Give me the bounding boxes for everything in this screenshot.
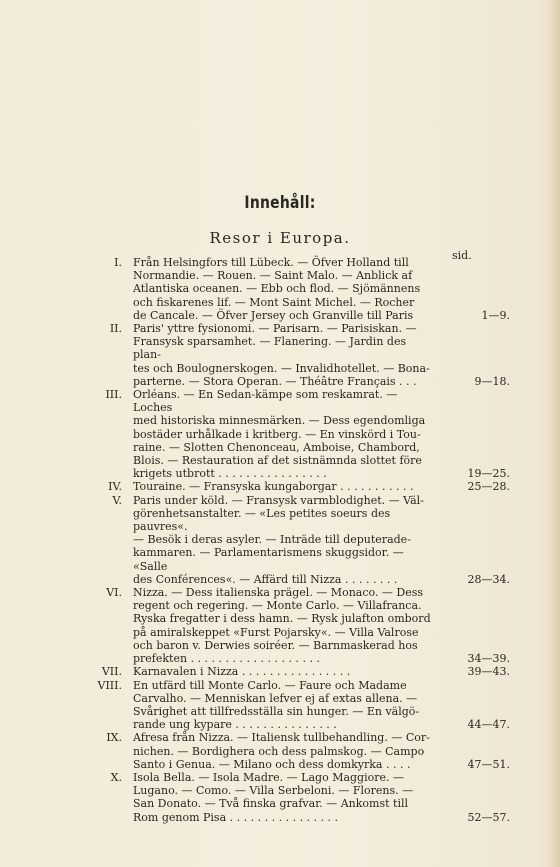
toc-entry-text: Paris under köld. — Fransysk varmblodighet. — Väl- görenhetsanstalter. — «Les petites soeurs des pauvres«. — Besök i deras asyler. — Inträde till deputerade- kammaren. — Parlamentarismens skuggsidor. — «Salle des Conférences«. — Affärd till Nizza . . . . . . . . [133,493,424,586]
toc-entry-number: VII. [101,665,122,679]
toc-entry-text: Afresa från Nizza. — Italiensk tullbehandling. — Cor- nichen. — Bordighera och dess palmskog. — Campo Santo i Genua. — Milano och dess domkyrka . . . . [133,731,430,771]
toc-entry-number: X. [110,770,122,784]
toc-entry-text: Isola Bella. — Isola Madre. — Lago Maggiore. — Lugano. — Como. — Villa Serbeloni. — Florens. — San Donato. — Två finska grafvar. — Ankomst till Rom genom Pisa . . . . . . . . . . . . . . . . [133,770,414,824]
toc-entry-number: V. [112,493,122,507]
section-title: Resor i Europa. [209,229,351,247]
toc-entry [70,388,510,480]
toc-entry [70,480,510,493]
toc-heading: Innehåll: [244,193,316,213]
toc-entry [70,771,510,824]
toc-entry-pages: 39—43. [467,665,510,679]
toc-entry-number: IX. [106,731,122,745]
toc-entry-number: IV. [108,480,122,494]
toc-entry-pages: 34—39. [467,652,510,666]
toc-entry-pages: 25—28. [467,480,510,494]
toc-entry [70,322,510,388]
toc-entry [70,256,510,322]
toc-entry-number: II. [109,322,122,336]
toc-entry-text: Paris' yttre fysionomi. — Parisarn. — Parisiskan. — Fransysk sparsamhet. — Flanering. — Jardin des plan- tes och Boulognerskogen. — Invalidhotellet. — Bona- parterne. — Stora Operan. — Théâtre Français . . . [133,322,430,388]
page-column-label: sid. [452,249,472,262]
toc-entry-text: Orléans. — En Sedan-kämpe som reskamrat. — Loches med historiska minnesmärken. — Dess egendomliga bostäder urhålkade i kritberg. — En vinskörd i Tou- raine. — Slotten Chenonceau, Amboise, Chambord, Blois. — Restauration af det sistnämnda slottet före krigets utbrott . . . . . . . . . . . . . . . . [133,388,426,481]
toc-entry-text: Nizza. — Dess italienska prägel. — Monaco. — Dess regent och regering. — Monte Carlo. — Villafranca. Ryska fregatter i dess hamn. — Rysk julafton ombord på amiralskeppet «Furst Pojarsky«. — Villa Valrose och baron v. Derwies soiréer. — Barnmaskerad hos prefekten . . . . . . . . . . . . . . . . . . . [133,586,431,666]
toc-entry-number: III. [105,388,122,402]
toc-entry-pages: 44—47. [467,718,510,732]
toc-entry-number: VIII. [97,678,122,692]
toc-entry [70,731,510,771]
toc-entry-pages: 47—51. [467,757,510,771]
toc-entry-pages: 52—57. [467,810,510,824]
toc-entry-number: I. [114,256,122,269]
toc-entry [70,665,510,678]
toc-entry-number: VI. [106,586,122,600]
toc-entry [70,494,510,586]
toc-entry-pages: 1—9. [481,308,510,322]
page-edge [550,0,560,867]
toc-entry-text: Touraine. — Fransyska kungaborgar . . . . . . . . . . . [133,480,414,494]
toc-entry-pages: 19—25. [467,467,510,481]
toc-entry [70,679,510,732]
toc-entry-text: En utfärd till Monte Carlo. — Faure och Madame Carvalho. — Menniskan lefver ej af extas allena. — Svårighet att tillfredsställa sin hunger. — En välgö- rande ung kypare . . . . . . . . . . . . . . . [133,678,420,732]
toc-entry [70,586,510,665]
toc-entries [70,256,510,824]
toc-entry-text: Karnavalen i Nizza . . . . . . . . . . . . . . . . [133,665,351,679]
toc-entry-pages: 9—18. [474,374,510,388]
toc-entry-text: Från Helsingfors till Lübeck. — Öfver Holland till Normandie. — Rouen. — Saint Malo. — Anblick af Atlantiska oceanen. — Ebb och flod. — Sjömännens och fiskarenes lif. — Mont Saint Michel. — Rocher de Cancale. — Öfver Jersey och Granville till Paris [133,256,421,322]
toc-entry-pages: 28—34. [467,572,510,586]
